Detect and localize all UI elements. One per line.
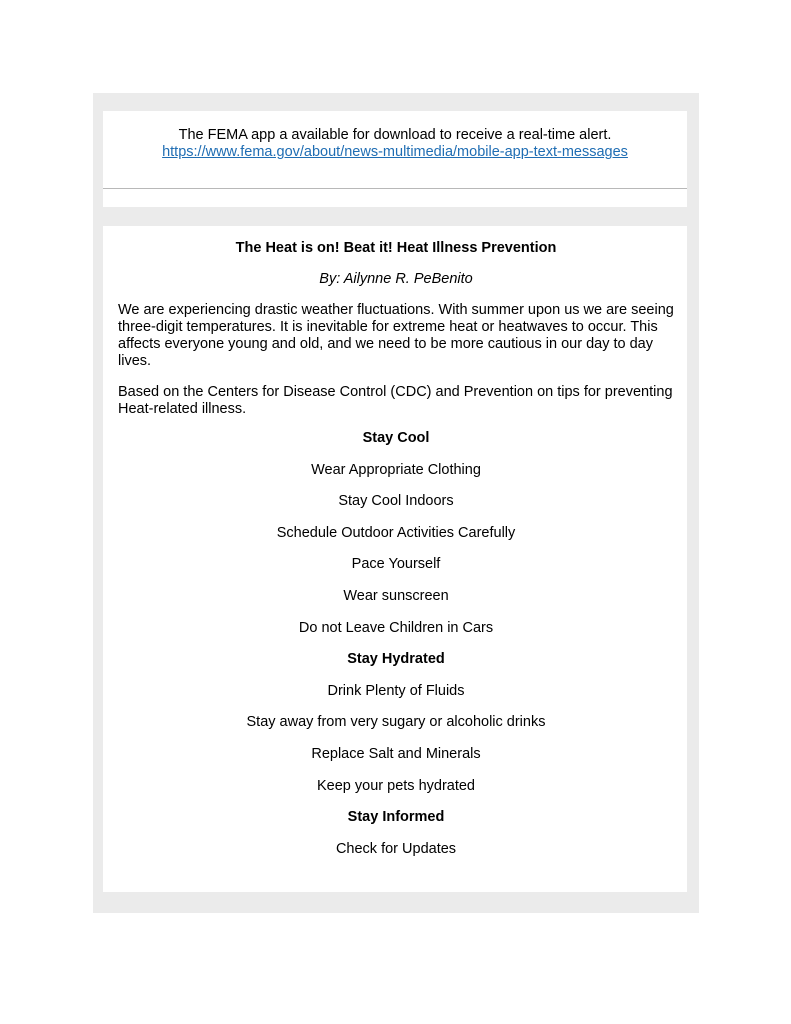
- article-byline: By: Ailynne R. PeBenito: [319, 271, 473, 287]
- fema-app-link[interactable]: https://www.fema.gov/about/news-multimedia/mobile-app-text-messages: [162, 144, 628, 160]
- tip-item: Wear Appropriate Clothing: [311, 461, 481, 478]
- tips-list: [118, 430, 674, 858]
- tip-item: Pace Yourself: [351, 556, 441, 573]
- tip-item: Wear sunscreen: [343, 587, 449, 604]
- tip-item: Schedule Outdoor Activities Carefully: [276, 524, 516, 541]
- article-panel: [103, 226, 687, 892]
- article-title: The Heat is on! Beat it! Heat Illness Prevention: [235, 240, 557, 256]
- fema-alert-text: The FEMA app a available for download to receive a real-time alert.: [178, 127, 612, 143]
- tip-item: Stay away from very sugary or alcoholic drinks: [246, 714, 546, 731]
- tip-item: Replace Salt and Minerals: [311, 745, 481, 762]
- tip-item: Do not Leave Children in Cars: [298, 619, 494, 636]
- tip-item: Check for Updates: [335, 840, 457, 857]
- cdc-paragraph: Based on the Centers for Disease Control (CDC) and Prevention on tips for preventing Heat-related illness.: [118, 384, 673, 417]
- article-body: [118, 240, 674, 872]
- newsletter-frame: [93, 93, 699, 913]
- section-heading-stay-informed: Stay Informed: [347, 809, 445, 826]
- section-heading-stay-hydrated: Stay Hydrated: [347, 651, 445, 668]
- tip-item: Keep your pets hydrated: [317, 777, 475, 794]
- panel-divider: [103, 188, 687, 189]
- section-heading-stay-cool: Stay Cool: [362, 430, 430, 446]
- fema-alert-panel: [103, 111, 687, 207]
- tip-item: Stay Cool Indoors: [338, 493, 454, 510]
- tip-item: Drink Plenty of Fluids: [327, 682, 465, 699]
- intro-paragraph: We are experiencing drastic weather fluctuations. With summer upon us we are seeing three-digit temperatures. It is inevitable for extreme heat or heatwaves to occur. This affects everyone young and old, and we need to be more cautious in our day to day lives.: [118, 302, 674, 369]
